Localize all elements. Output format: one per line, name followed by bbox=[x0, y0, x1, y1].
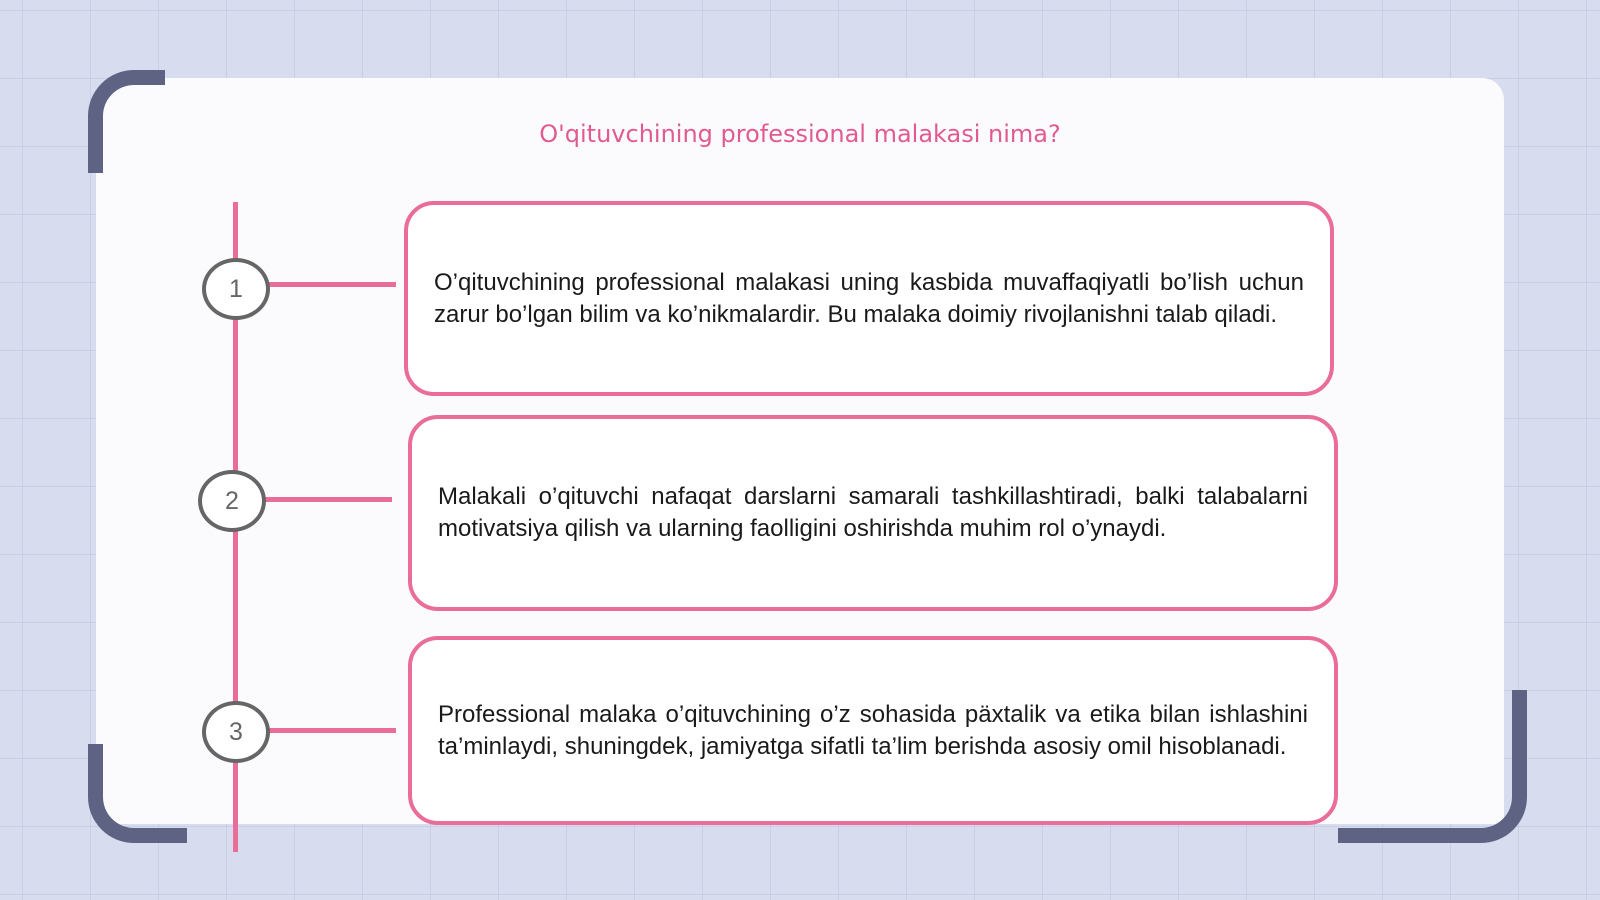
step-number-1: 1 bbox=[202, 258, 270, 320]
timeline-card-text: O’qituvchining professional malakasi uning kasbida muvaffaqiyatli bo’lish uchun zarur bo’lgan bilim va ko’nikmalardir. Bu malaka doimiy rivojlanishni talab qiladi. bbox=[434, 268, 1304, 328]
timeline-connector bbox=[268, 728, 396, 733]
slide-title: O'qituvchining professional malakasi nima? bbox=[539, 120, 1061, 148]
step-number-2: 2 bbox=[198, 470, 266, 532]
step-number-3: 3 bbox=[202, 701, 270, 763]
frame-corner-bottom-right bbox=[1338, 690, 1527, 843]
timeline-card-3 bbox=[408, 636, 1338, 825]
timeline-connector bbox=[268, 282, 396, 287]
timeline-card-text: Professional malaka o’qituvchining o’z sohasida päxtalik va etika bilan ishlashini ta’minlaydi, shuningdek, jamiyatga sifatli ta’lim berishda asosiy omil hisoblanadi. bbox=[438, 700, 1308, 760]
frame-corner-bottom-left bbox=[88, 744, 187, 843]
timeline-card-2 bbox=[408, 415, 1338, 611]
timeline-card-1 bbox=[404, 201, 1334, 396]
timeline-card-text: Malakali o’qituvchi nafaqat darslarni samarali tashkillashtiradi, balki talabalarni motivatsiya qilish va ularning faolligini oshirishda muhim rol o’ynaydi. bbox=[438, 483, 1308, 542]
frame-corner-top-left bbox=[88, 70, 165, 173]
timeline-connector bbox=[264, 497, 392, 502]
